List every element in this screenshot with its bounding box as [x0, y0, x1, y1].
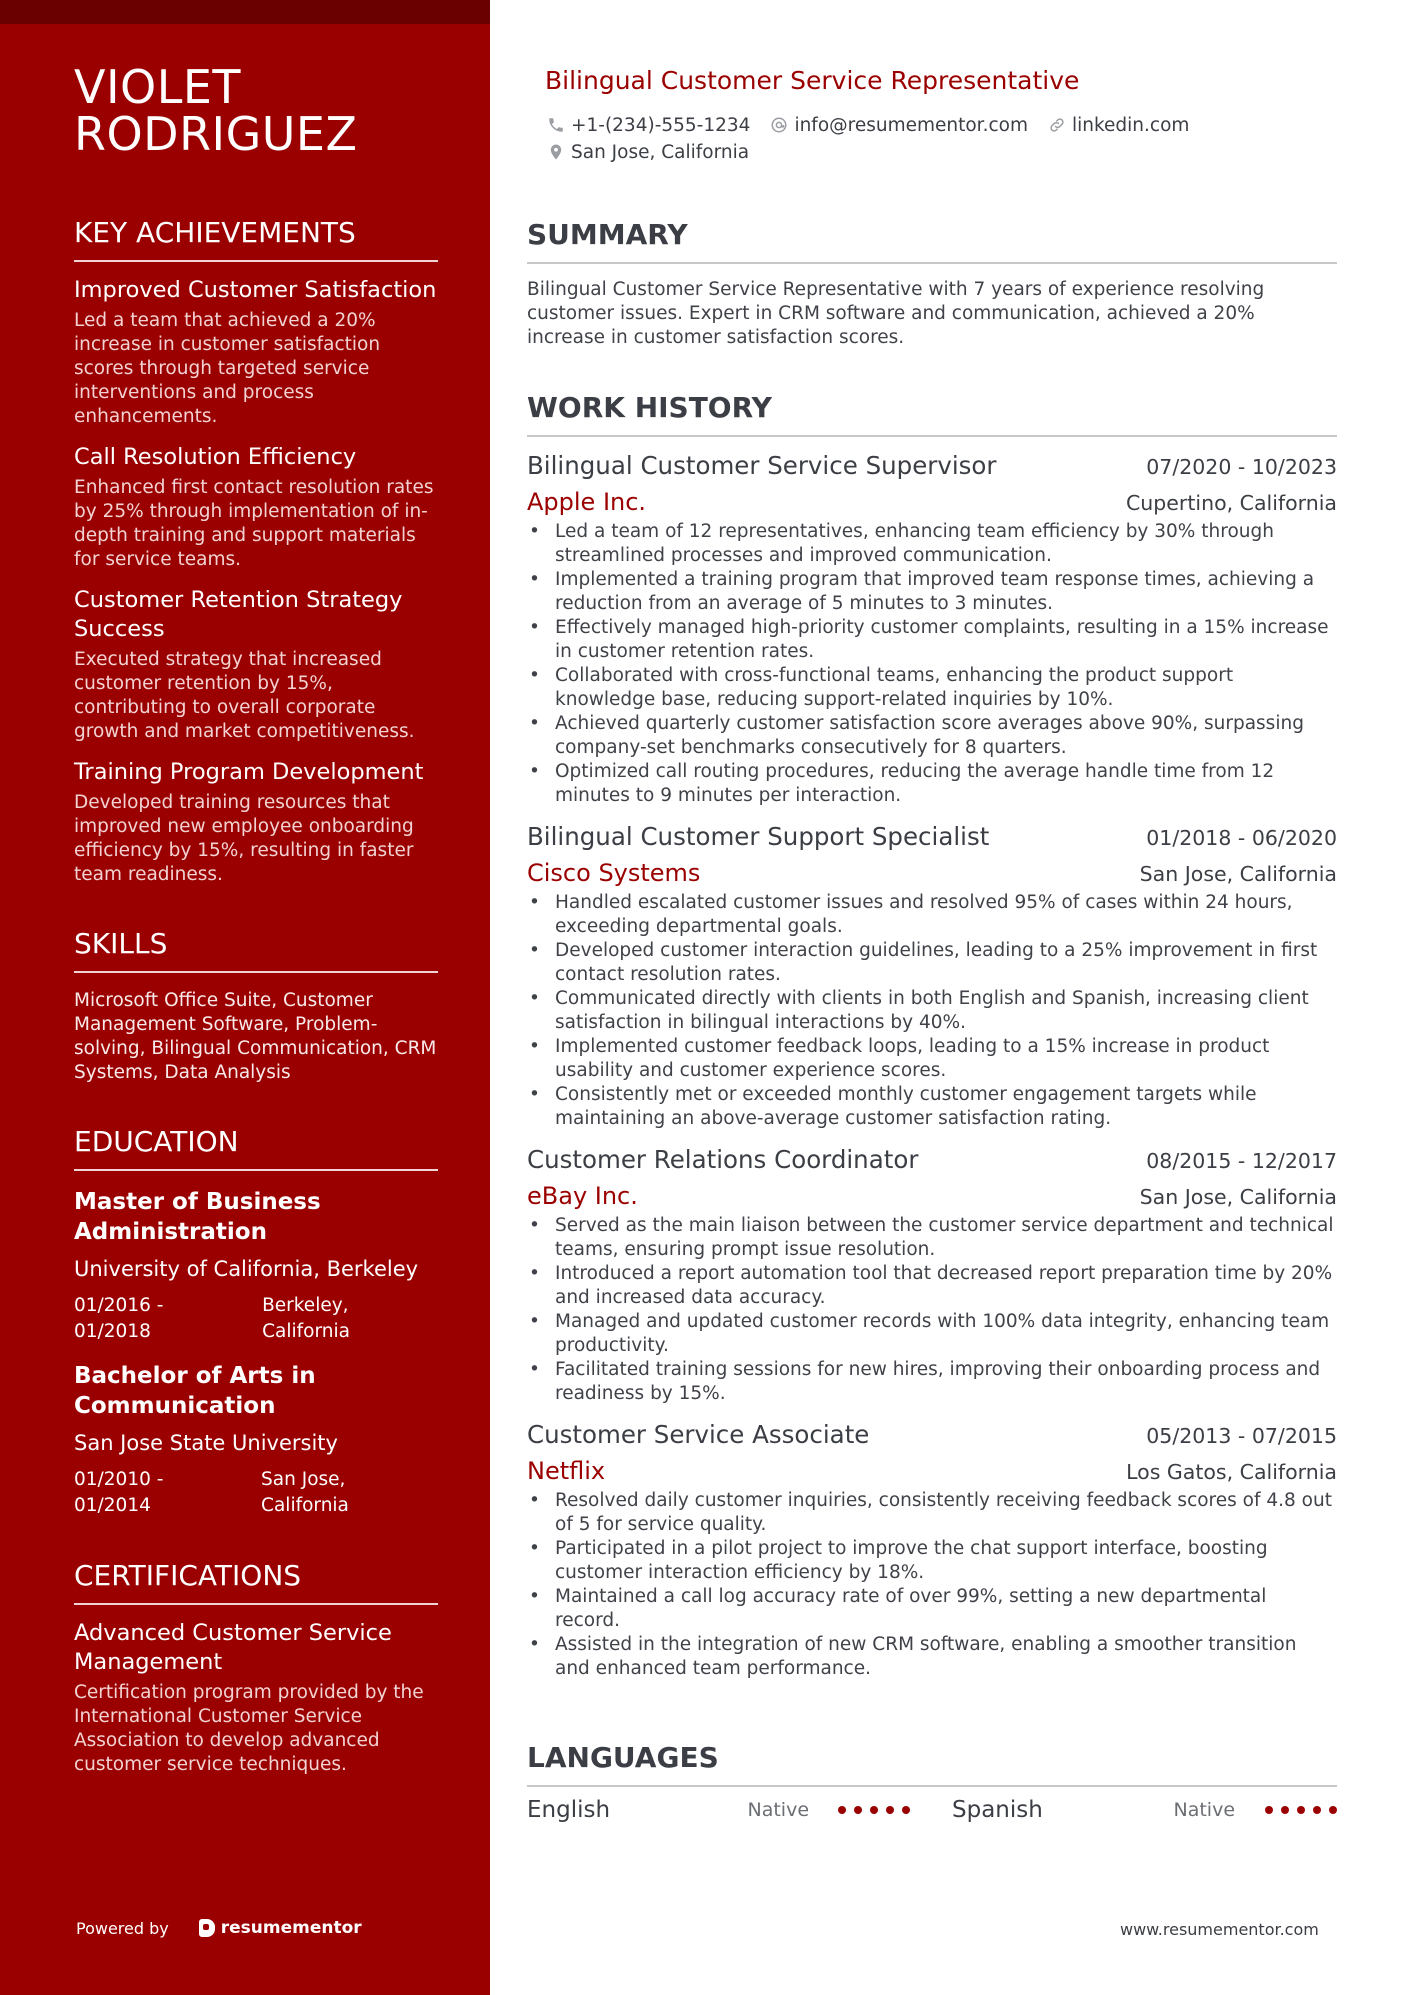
contact-phone[interactable]	[547, 115, 750, 136]
skills-heading: SKILLS	[74, 927, 438, 973]
phone-icon	[547, 116, 565, 134]
achievement-desc: Led a team that achieved a 20% increase in customer satisfaction scores through targeted service interventions and process enhancements.	[74, 310, 381, 427]
job-bullet: • Participated in a pilot project to improve the chat support interface, boosting customer interaction efficiency by 18%.	[527, 1537, 1337, 1585]
job-role: Bilingual Customer Support Specialist	[527, 822, 990, 851]
job-bullet: • Maintained a call log accuracy rate of over 99%, setting a new departmental record.	[527, 1585, 1337, 1633]
achievement-item	[74, 276, 438, 429]
achievement-title: Improved Customer Satisfaction	[74, 277, 437, 303]
rating-dot	[1265, 1806, 1273, 1814]
powered-by	[76, 1918, 362, 1938]
job-bullet: • Collaborated with cross-functional teams, enhancing the product support knowledge base, reducing support-related inquiries by 10%.	[527, 664, 1337, 712]
job-bullets	[527, 891, 1337, 1131]
language-item	[527, 1797, 932, 1823]
certifications-section	[74, 1559, 438, 1777]
job-role: Bilingual Customer Service Supervisor	[527, 451, 997, 480]
job-location: San Jose, California	[1139, 862, 1337, 886]
job-bullet: • Assisted in the integration of new CRM software, enabling a smoother transition and enhanced team performance.	[527, 1633, 1337, 1681]
achievement-item	[74, 443, 438, 572]
education-dates: 01/2016 - 01/2018	[74, 1295, 164, 1342]
powered-by-label: Powered by	[76, 1918, 169, 1938]
education-location: Berkeley, California	[262, 1295, 350, 1342]
job-company: Apple Inc.	[527, 488, 647, 516]
languages-heading: LANGUAGES	[527, 1741, 1337, 1787]
summary-heading: SUMMARY	[527, 218, 1337, 264]
rating-dot	[1297, 1806, 1305, 1814]
name-first: VIOLET	[74, 60, 242, 114]
brand-name: resumementor	[220, 1918, 362, 1938]
achievement-desc: Enhanced first contact resolution rates by 25% through implementation of in-depth training and support materials for service teams.	[74, 477, 434, 570]
language-rating	[1265, 1806, 1337, 1814]
location-text: San Jose, California	[571, 141, 750, 163]
contact-row	[547, 139, 1317, 165]
job-dates: 08/2015 - 12/2017	[1146, 1149, 1337, 1173]
phone-text: +1-(234)-555-1234	[571, 114, 751, 136]
job-location: San Jose, California	[1139, 1185, 1337, 1209]
work-history-section	[527, 391, 1337, 1681]
job-company: Cisco Systems	[527, 859, 701, 887]
language-rating	[838, 1806, 910, 1814]
achievement-desc: Developed training resources that improved new employee onboarding efficiency by 15%, resulting in faster team readiness.	[74, 792, 414, 885]
key-achievements-heading: KEY ACHIEVEMENTS	[74, 216, 438, 262]
job-bullet: • Consistently met or exceeded monthly customer engagement targets while maintaining an above-average customer satisfaction rating.	[527, 1083, 1337, 1131]
job-bullet: • Facilitated training sessions for new hires, improving their onboarding process and readiness by 15%.	[527, 1358, 1337, 1406]
job-bullet: • Handled escalated customer issues and resolved 95% of cases within 24 hours, exceeding departmental goals.	[527, 891, 1337, 939]
job-entry	[527, 822, 1337, 1131]
education-section	[74, 1125, 438, 1519]
education-item	[74, 1361, 438, 1519]
education-item	[74, 1187, 438, 1345]
education-dates: 01/2010 - 01/2014	[74, 1469, 164, 1516]
rating-dot	[1281, 1806, 1289, 1814]
job-role: Customer Service Associate	[527, 1420, 870, 1449]
sidebar	[0, 0, 490, 1995]
email-text: info@resumementor.com	[794, 114, 1028, 136]
job-bullet: • Led a team of 12 representatives, enhancing team efficiency by 30% through streamlined processes and improved communication.	[527, 520, 1337, 568]
rating-dot	[886, 1806, 894, 1814]
job-bullet: • Developed customer interaction guidelines, leading to a 25% improvement in first contact resolution rates.	[527, 939, 1337, 987]
achievement-title: Call Resolution Efficiency	[74, 444, 357, 470]
education-meta	[74, 1467, 438, 1519]
rating-dot	[902, 1806, 910, 1814]
brand-logo[interactable]	[199, 1918, 362, 1938]
target-job-title: Bilingual Customer Service Representative	[545, 66, 1080, 95]
key-achievements-section	[74, 216, 438, 887]
education-school: San Jose State University	[74, 1431, 338, 1455]
job-location: Cupertino, California	[1125, 491, 1337, 515]
rating-dot	[854, 1806, 862, 1814]
job-bullets	[527, 1214, 1337, 1406]
job-company: Netflix	[527, 1457, 606, 1485]
contact-info	[547, 112, 1317, 166]
skills-section	[74, 927, 438, 1085]
job-bullet: • Served as the main liaison between the customer service department and technical teams, ensuring prompt issue resolution.	[527, 1214, 1337, 1262]
contact-email[interactable]	[770, 115, 1028, 136]
at-icon	[770, 116, 788, 134]
job-bullet: • Managed and updated customer records with 100% data integrity, enhancing team productivity.	[527, 1310, 1337, 1358]
contact-linkedin[interactable]	[1048, 115, 1189, 136]
certification-desc: Certification program provided by the International Customer Service Association to develop advanced customer service techniques.	[74, 1682, 424, 1775]
job-bullet: • Implemented a training program that improved team response times, achieving a reduction from an average of 5 minutes to 3 minutes.	[527, 568, 1337, 616]
job-bullet: • Implemented customer feedback loops, leading to a 15% increase in product usability and customer experience scores.	[527, 1035, 1337, 1083]
job-bullets	[527, 1489, 1337, 1681]
job-dates: 05/2013 - 07/2015	[1146, 1424, 1337, 1448]
job-bullet: • Communicated directly with clients in both English and Spanish, increasing client satisfaction in bilingual interactions by 40%.	[527, 987, 1337, 1035]
certification-title: Advanced Customer Service Management	[74, 1620, 392, 1675]
job-entry	[527, 451, 1337, 808]
job-location: Los Gatos, California	[1126, 1460, 1337, 1484]
rating-dot	[1313, 1806, 1321, 1814]
sidebar-top-bar	[0, 0, 490, 24]
achievement-title: Training Program Development	[74, 759, 424, 785]
certifications-heading: CERTIFICATIONS	[74, 1559, 438, 1605]
job-bullet: • Optimized call routing procedures, reducing the average handle time from 12 minutes to 9 minutes per interaction.	[527, 760, 1337, 808]
job-entry	[527, 1420, 1337, 1681]
education-school: University of California, Berkeley	[74, 1257, 419, 1281]
job-company: eBay Inc.	[527, 1182, 638, 1210]
contact-location	[547, 142, 749, 163]
summary-section	[527, 218, 1337, 350]
job-entry	[527, 1145, 1337, 1406]
language-level: Native	[1173, 1799, 1236, 1821]
location-pin-icon	[547, 143, 565, 161]
education-heading: EDUCATION	[74, 1125, 438, 1171]
languages-row	[527, 1797, 1337, 1823]
candidate-name	[74, 60, 438, 161]
job-bullet: • Introduced a report automation tool that decreased report preparation time by 20% and increased data accuracy.	[527, 1262, 1337, 1310]
education-location: San Jose, California	[261, 1469, 349, 1516]
language-name: Spanish	[952, 1797, 1043, 1823]
language-level: Native	[747, 1799, 810, 1821]
education-meta	[74, 1293, 438, 1345]
achievement-title: Customer Retention Strategy Success	[74, 587, 403, 642]
link-icon	[1048, 116, 1066, 134]
rating-dot	[1329, 1806, 1337, 1814]
resumementor-logo-icon	[199, 1919, 215, 1937]
languages-section	[527, 1741, 1337, 1823]
footer-url[interactable]: www.resumementor.com	[1120, 1920, 1319, 1939]
achievement-item	[74, 758, 438, 887]
education-degree: Bachelor of Arts in Communication	[74, 1363, 316, 1419]
linkedin-text: linkedin.com	[1071, 114, 1190, 136]
achievement-desc: Executed strategy that increased customer retention by 15%, contributing to overall corporate growth and market competitiveness.	[74, 649, 415, 742]
contact-row	[547, 112, 1317, 138]
summary-text: Bilingual Customer Service Representative with 7 years of experience resolving customer issues. Expert in CRM software and communication, achieved a 20% increase in customer satisfaction scores.	[527, 279, 1265, 348]
job-bullet: • Effectively managed high-priority customer complaints, resulting in a 15% increase in customer retention rates.	[527, 616, 1337, 664]
skills-list: Microsoft Office Suite, Customer Management Software, Problem-solving, Bilingual Communication, CRM Systems, Data Analysis	[74, 990, 437, 1083]
job-dates: 01/2018 - 06/2020	[1146, 826, 1337, 850]
rating-dot	[838, 1806, 846, 1814]
achievement-item	[74, 586, 438, 744]
job-bullet: • Achieved quarterly customer satisfaction score averages above 90%, surpassing company-set benchmarks consecutively for 8 quarters.	[527, 712, 1337, 760]
language-item	[932, 1797, 1337, 1823]
job-role: Customer Relations Coordinator	[527, 1145, 919, 1174]
job-bullet: • Resolved daily customer inquiries, consistently receiving feedback scores of 4.8 out of 5 for service quality.	[527, 1489, 1337, 1537]
language-name: English	[527, 1797, 611, 1823]
rating-dot	[870, 1806, 878, 1814]
name-last: RODRIGUEZ	[74, 107, 358, 161]
education-degree: Master of Business Administration	[74, 1189, 321, 1245]
job-bullets	[527, 520, 1337, 808]
job-dates: 07/2020 - 10/2023	[1146, 455, 1337, 479]
work-history-heading: WORK HISTORY	[527, 391, 1337, 437]
